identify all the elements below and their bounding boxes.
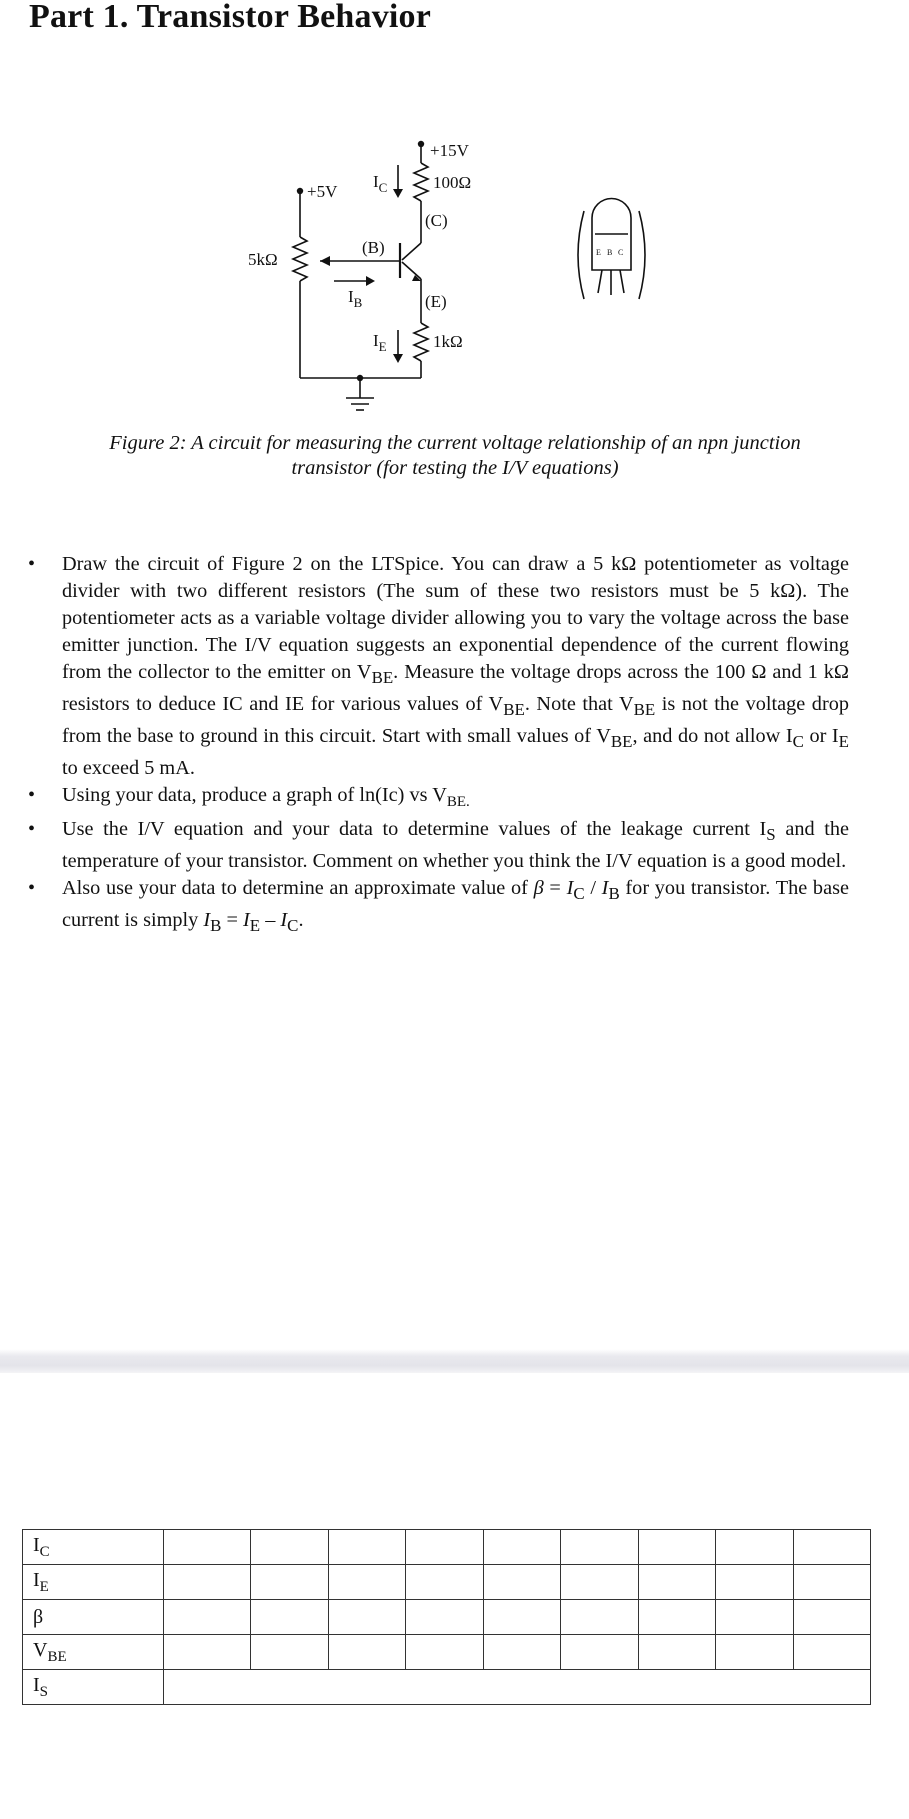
table-cell[interactable] (716, 1600, 794, 1635)
ie-arrowhead (393, 354, 403, 363)
table-cell[interactable] (328, 1565, 406, 1600)
resistor-100-ohm (414, 163, 428, 201)
table-cell[interactable] (483, 1565, 561, 1600)
wiper-arrowhead (320, 256, 330, 266)
table-cell[interactable] (328, 1635, 406, 1670)
node-15v (418, 141, 424, 147)
list-item: • Also use your data to determine an approximate value of $\beta = I_C / I_B$ for you transistor. The base current is simply $I_B = I_E - I_C$. (0, 875, 909, 939)
list-item: • Draw the circuit of Figure 2 on the LTSpice. You can draw a 5 kΩ potentiometer as voltage divider with two different resistors (The sum of these two resistors must be 5 kΩ). The potentiometer acts as a variable voltage divider allowing you to vary the voltage across the base emitter junction. The I/V equation suggests an exponential dependence of the current flowing from the collector to the emitter on $V_{BE}$. Measure the voltage drops across the 100 Ω and 1 kΩ resistors to deduce IC and IE for various values of $V_{BE}$. Note that $V_{BE}$ is not the voltage drop from the base to ground in this circuit. Start with small values of $V_{BE}$, and do not allow $I_C$ or $I_E$ to exceed 5 mA. (0, 551, 909, 782)
table-cell[interactable] (561, 1565, 639, 1600)
table-row (23, 1600, 871, 1635)
table-cell[interactable] (561, 1530, 639, 1565)
package-pin-label-b: B (607, 248, 613, 257)
label-emitter: (E) (425, 292, 447, 311)
node-ground (357, 375, 363, 381)
table-cell[interactable] (164, 1635, 251, 1670)
table-cell[interactable] (328, 1600, 406, 1635)
page-title: Part 1. Transistor Behavior (29, 0, 432, 35)
table-cell[interactable] (164, 1670, 871, 1705)
label-ib: $I_B$ (348, 287, 363, 310)
row-label: $I_C$ (23, 1530, 164, 1565)
node-5v (297, 188, 303, 194)
table-cell[interactable] (561, 1635, 639, 1670)
table-cell[interactable] (164, 1530, 251, 1565)
table-cell[interactable] (716, 1635, 794, 1670)
table-cell[interactable] (483, 1635, 561, 1670)
row-label: $I_E$ (23, 1565, 164, 1600)
figure-caption (40, 431, 870, 481)
table-row (23, 1565, 871, 1600)
collector-lead (402, 243, 421, 260)
package-pin-label-c: C (618, 248, 624, 257)
table-cell[interactable] (251, 1530, 329, 1565)
table-cell[interactable] (251, 1635, 329, 1670)
table-cell[interactable] (716, 1530, 794, 1565)
ib-arrowhead (366, 276, 375, 286)
list-item: • Use the I/V equation and your data to determine values of the leakage current $I_S$ and the temperature of your transistor. Comment on whether you think the I/V equation is a good model. (0, 816, 909, 875)
table-cell[interactable] (406, 1565, 484, 1600)
instruction-list (0, 551, 909, 939)
label-base: (B) (362, 238, 385, 257)
table-row (23, 1670, 871, 1705)
row-label: $I_S$ (23, 1670, 164, 1705)
label-5k-ohm: 5kΩ (248, 250, 278, 269)
table-cell[interactable] (716, 1565, 794, 1600)
label-collector: (C) (425, 211, 448, 230)
table-cell[interactable] (793, 1565, 871, 1600)
data-table (22, 1529, 871, 1705)
circuit-diagram (230, 125, 650, 425)
table-cell[interactable] (164, 1600, 251, 1635)
ic-arrowhead (393, 189, 403, 198)
table-cell[interactable] (251, 1565, 329, 1600)
package-bracket-right (639, 211, 645, 299)
table-cell[interactable] (483, 1600, 561, 1635)
potentiometer-5k (293, 237, 307, 281)
page-break-divider (0, 1349, 909, 1373)
label-1k-ohm: 1kΩ (433, 332, 463, 351)
label-ie: $I_E$ (373, 331, 387, 354)
table-cell[interactable] (328, 1530, 406, 1565)
table-cell[interactable] (483, 1530, 561, 1565)
table-cell[interactable] (164, 1565, 251, 1600)
pin-e (598, 270, 602, 293)
emitter-lead (402, 262, 421, 279)
table-cell[interactable] (793, 1530, 871, 1565)
resistor-1k-ohm (414, 323, 428, 361)
table-row (23, 1530, 871, 1565)
list-item: • Using your data, produce a graph of ln(Ic) vs $V_{BE.}$ (0, 782, 909, 816)
pin-c (620, 270, 624, 293)
row-label: $V_{BE}$ (23, 1635, 164, 1670)
caption-line-2: transistor (for testing the I/V equations) (291, 457, 619, 479)
label-ic: $I_C$ (373, 172, 388, 195)
table-cell[interactable] (638, 1530, 716, 1565)
table-cell[interactable] (638, 1565, 716, 1600)
table-row (23, 1635, 871, 1670)
table-cell[interactable] (793, 1600, 871, 1635)
table-cell[interactable] (638, 1600, 716, 1635)
table-cell[interactable] (793, 1635, 871, 1670)
caption-line-1: Figure 2: A circuit for measuring the current voltage relationship of an npn junction (109, 432, 801, 454)
table-cell[interactable] (406, 1635, 484, 1670)
label-15v: +15V (430, 141, 469, 160)
row-label: β (23, 1600, 164, 1635)
label-5v: +5V (307, 182, 338, 201)
package-pin-label-e: E (596, 248, 601, 257)
table-cell[interactable] (561, 1600, 639, 1635)
table-cell[interactable] (251, 1600, 329, 1635)
table-cell[interactable] (406, 1600, 484, 1635)
table-cell[interactable] (638, 1635, 716, 1670)
package-bracket-left (578, 211, 584, 299)
table-cell[interactable] (406, 1530, 484, 1565)
label-100-ohm: 100Ω (433, 173, 472, 192)
